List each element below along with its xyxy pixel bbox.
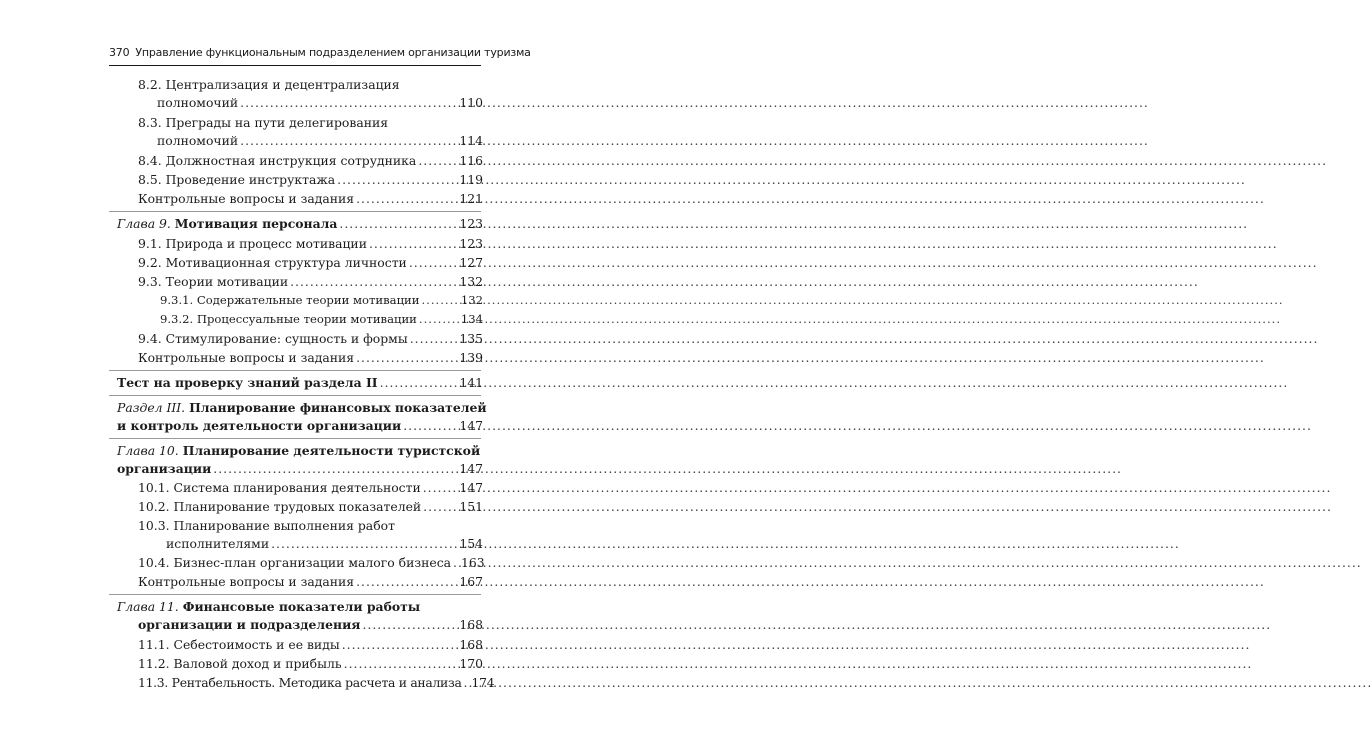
toc-entry: 10.4. Бизнес-план организации малого бизнеса ..... 163 [138,554,483,571]
chapter-heading: Глава 10. Планирование деятельности туристской [117,443,481,458]
book-page [0,0,600,750]
toc-entry: 9.2. Мотивационная структура личности ..... 127 [138,254,483,271]
toc-entry: Контрольные вопросы и задания ..... 167 [138,573,483,590]
chapter-heading: организации ..... 147 [117,460,483,477]
toc-entry: 9.1. Природа и процесс мотивации ..... 123 [138,235,483,252]
toc-entry: полномочий ..... 114 [157,132,483,149]
toc-entry: Контрольные вопросы и задания ..... 139 [138,349,483,366]
test-heading: Тест на проверку знаний раздела II ..... 141 [117,374,483,391]
toc-entry: 8.3. Преграды на пути делегирования [138,115,389,130]
section-divider [109,395,481,396]
page-number: 370 [109,46,130,59]
chapter-heading: Глава 11. Финансовые показатели работы [117,599,421,614]
section-divider [109,370,481,371]
book-title: Управление функциональным подразделением организации туризма [135,46,531,59]
toc-entry: Контрольные вопросы и задания ..... 121 [138,190,483,207]
section-heading: Раздел III. Планирование финансовых показателей [117,400,487,415]
toc-entry: 9.3. Теории мотивации ..... 132 [138,273,483,290]
chapter-heading: организации и подразделения ..... 168 [138,616,483,633]
toc-entry: полномочий ..... 110 [157,94,483,111]
toc-subentry: 9.3.2. Процессуальные теории мотивации ..... 134 [160,311,483,328]
toc-entry: 8.2. Централизация и децентрализация [138,77,400,92]
chapter-heading: Глава 9. Мотивация персонала ..... 123 [117,215,483,232]
table-of-contents [0,0,600,750]
toc-entry: 11.2. Валовой доход и прибыль ..... 170 [138,655,483,672]
toc-entry: 8.5. Проведение инструктажа ..... 119 [138,171,483,188]
section-heading: и контроль деятельности организации ..... 147 [117,417,483,434]
toc-entry: 10.1. Система планирования деятельности ..... 147 [138,479,483,496]
section-divider [109,211,481,212]
section-divider [109,438,481,439]
toc-entry: 9.4. Стимулирование: сущность и формы ..... 135 [138,330,483,347]
toc-entry: 11.1. Себестоимость и ее виды ..... 168 [138,636,483,653]
toc-subentry: 9.3.1. Содержательные теории мотивации ..... 132 [160,292,483,309]
section-divider [109,594,481,595]
toc-entry: исполнителями ..... 154 [166,535,483,552]
toc-entry: 10.2. Планирование трудовых показателей ..... 151 [138,498,483,515]
toc-entry: 11.3. Рентабельность. Методика расчета и анализа ..... 174 [138,674,483,691]
toc-entry: 10.3. Планирование выполнения работ [138,518,395,533]
toc-entry: 8.4. Должностная инструкция сотрудника ..... 116 [138,152,483,169]
